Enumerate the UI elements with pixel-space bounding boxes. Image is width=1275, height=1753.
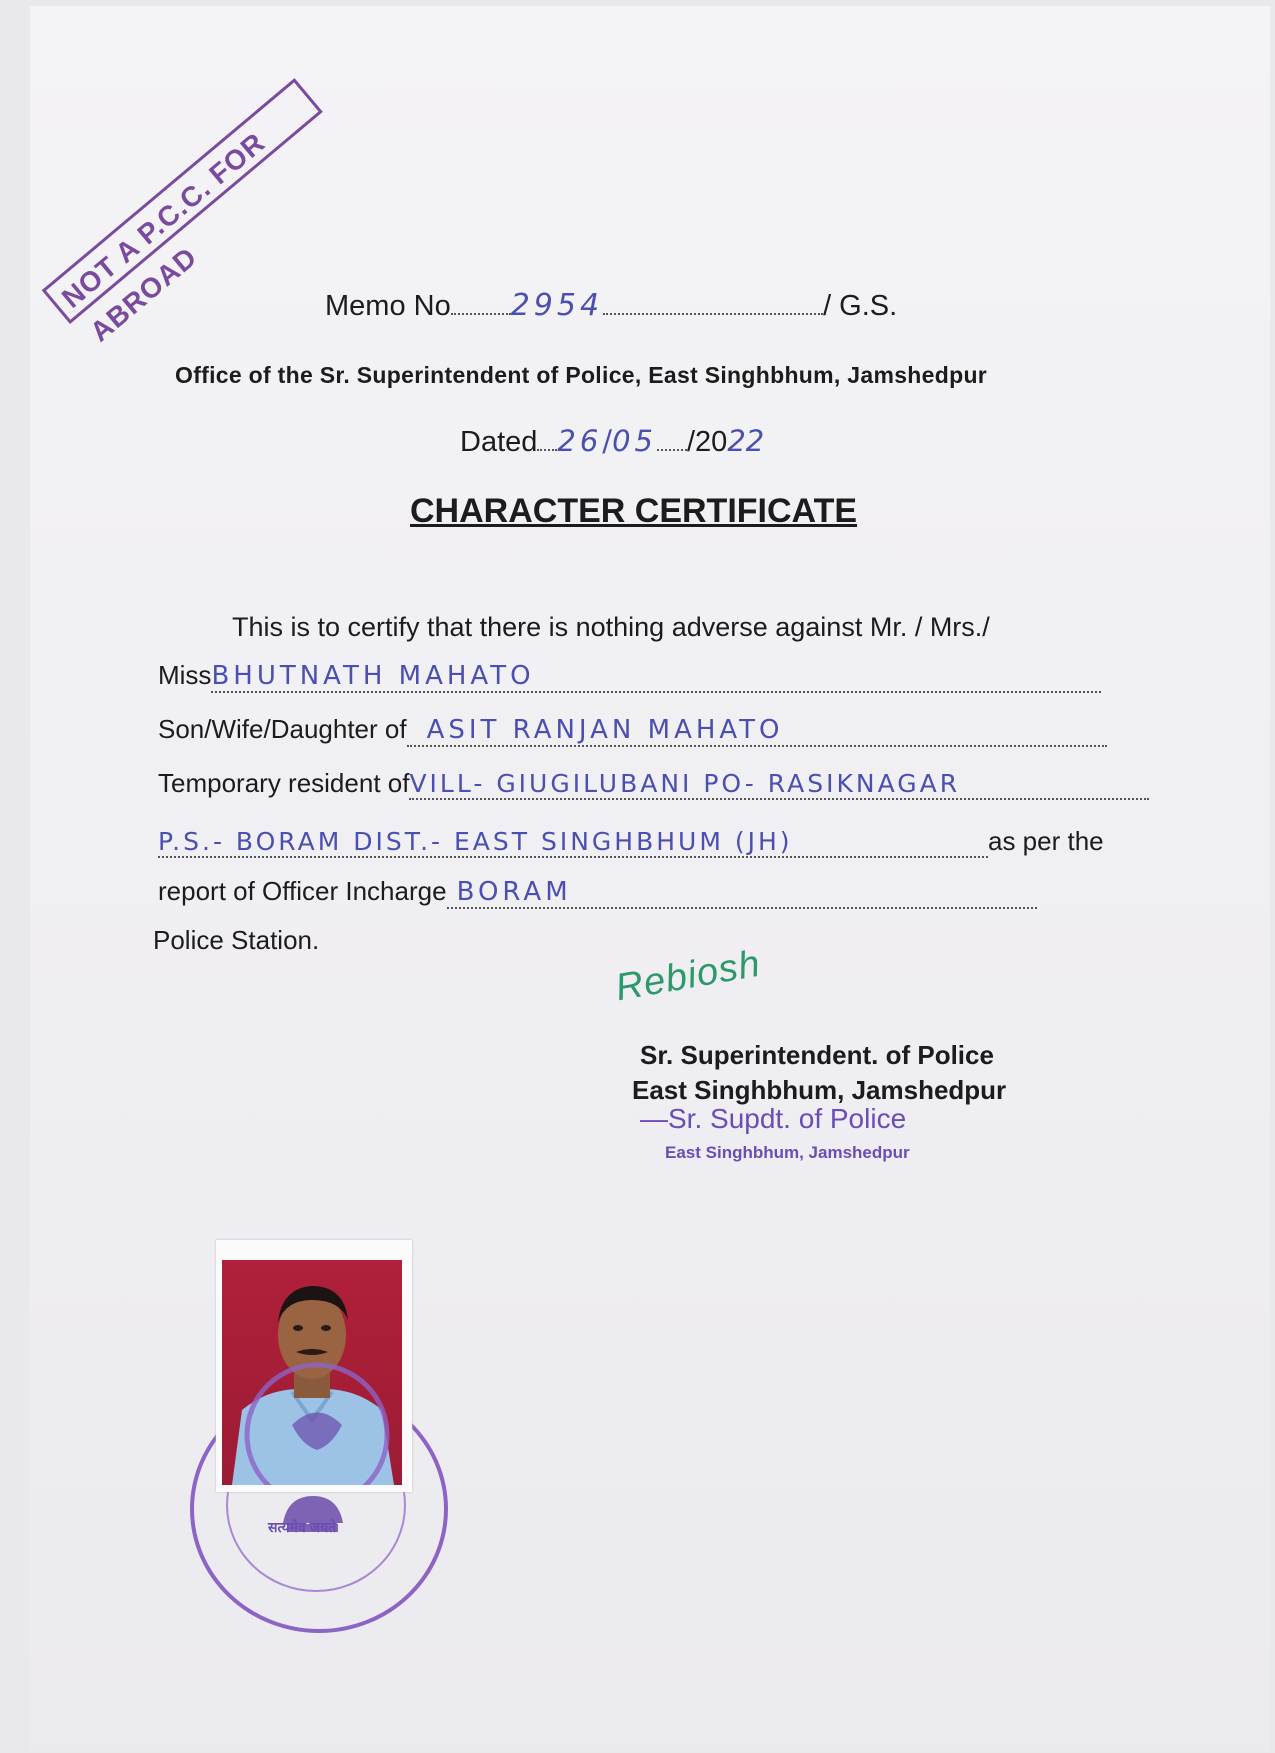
official-stamp-line-1: —Sr. Supdt. of Police (640, 1103, 907, 1134)
officer-line (158, 876, 1037, 909)
parent-name: ASIT RANJAN MAHATO (407, 715, 1107, 747)
police-station-text: Police Station. (153, 925, 320, 955)
dated-year-prefix: /20 (686, 426, 728, 458)
certificate-title: CHARACTER CERTIFICATE (410, 492, 858, 530)
applicant-photo (222, 1260, 402, 1485)
dated-line: Dated 26/05 /2022 (460, 424, 765, 458)
dated-label: Dated (460, 426, 538, 458)
resident-line (158, 768, 1149, 800)
miss-label: Miss (158, 660, 212, 690)
dated-year-suffix: 22 (727, 424, 765, 458)
dated-day: 26 (557, 424, 603, 458)
not-pcc-stamp: NOT A P.C.C. FOR ABROAD (42, 78, 323, 324)
parent-line (158, 714, 1107, 747)
intro-line: This is to certify that there is nothing adverse against Mr. / Mrs./ (232, 612, 990, 642)
signatory-location: East Singhbhum, Jamshedpur (632, 1075, 1007, 1105)
address-line (158, 826, 1104, 858)
resident-label: Temporary resident of (158, 768, 410, 798)
official-stamp-line-2: East Singhbhum, Jamshedpur (665, 1143, 910, 1162)
memo-suffix: / G.S. (823, 290, 898, 322)
signatory-title: Sr. Superintendent. of Police (640, 1040, 994, 1070)
handwritten-signature: Rebiosh (612, 942, 764, 1010)
person-portrait-icon (222, 1260, 402, 1485)
address-line-2: P.S.- BORAM DIST.- EAST SINGHBHUM (JH) (158, 827, 988, 858)
as-per-text: as per the (988, 826, 1104, 856)
office-heading: Office of the Sr. Superintendent of Police, East Singhbhum, Jamshedpur (175, 362, 988, 388)
relation-label: Son/Wife/Daughter of (158, 714, 407, 744)
address-line-1: VILL- GIUGILUBANI PO- RASIKNAGAR (409, 769, 1149, 800)
person-name: BHUTNATH MAHATO (211, 661, 1101, 693)
memo-label: Memo No (325, 290, 451, 322)
officer-label: report of Officer Incharge (158, 876, 447, 906)
memo-number: 2954 (510, 288, 604, 323)
memo-line (325, 288, 897, 323)
applicant-photo-frame (216, 1240, 412, 1492)
station-name: BORAM (447, 877, 1037, 909)
name-line (158, 660, 1101, 693)
seal-center-text: सत्यमेव जयते (268, 1519, 337, 1535)
dated-month: 05 (612, 424, 657, 458)
